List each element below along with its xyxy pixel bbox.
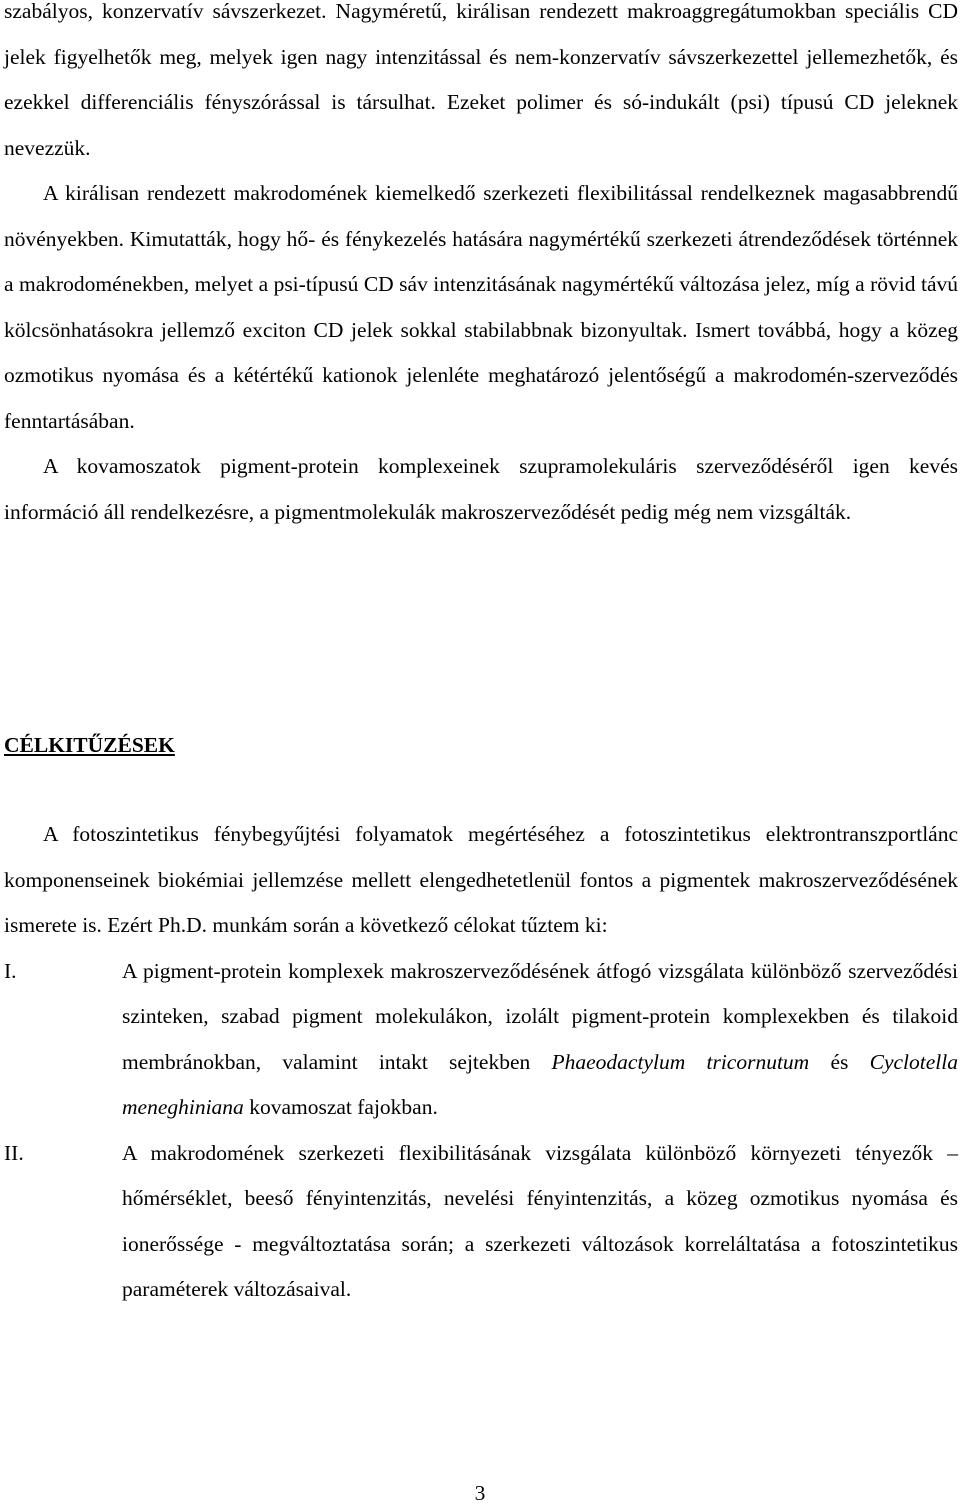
goal-text-part: és <box>809 1049 870 1074</box>
intro-paragraph-2: A királisan rendezett makrodomének kiemelkedő szerkezeti flexibilitással rendelkeznek magasabbrendű növényekben. Kimutatták, hogy hő- és fénykezelés hatására nagymértékű szerkezeti átrendeződések történnek a makrodoménekben, melyet a psi-típusú CD sáv intenzitásának nagymértékű változása jelez, míg a rövid távú kölcsönhatásokra jellemző exciton CD jelek sokkal stabilabbnak bizonyultak. Ismert továbbá, hogy a közeg ozmotikus nyomása és a kétértékű kationok jelenléte meghatározó jelentőségű a makrodomén-szerveződés fenntartásában. <box>4 181 958 433</box>
goal-number: I. <box>4 958 17 983</box>
page-number: 3 <box>474 1481 486 1505</box>
intro-paragraph-3: A kovamoszatok pigment-protein komplexeinek szupramolekuláris szerveződéséről igen kevés információ áll rendelkezésre, a pigmentmolekulák makroszerveződését pedig még nem vizsgálták. <box>4 454 958 524</box>
species-name: Cyclotella meneghiniana <box>122 1049 958 1119</box>
goal-text <box>122 949 958 1131</box>
section-heading: CÉLKITŰZÉSEK <box>4 733 175 757</box>
goal-text-part: kovamoszat fajokban. <box>243 1095 438 1119</box>
goal-item-2 <box>4 1131 958 1313</box>
goal-item-1 <box>4 949 958 1131</box>
species-name: Phaeodactylum tricornutum <box>551 1049 810 1074</box>
goal-text-part: A pigment-protein komplexek makroszerveződésének átfogó vizsgálata különböző szerveződési szinteken, szabad pigment molekulákon, izolált pigment-protein komplexekben és tilakoid membránokban, valamint intakt sejtekben <box>122 958 958 1074</box>
intro-paragraph-1: szabályos, konzervatív sávszerkezet. Nagyméretű, királisan rendezett makroaggregátumokban speciális CD jelek figyelhetők meg, melyek igen nagy intenzitással és nem-konzervatív sávszerkezettel jellemezhetők, és ezekkel differenciális fényszórással is társulhat. Ezeket polimer és só-indukált (psi) típusú CD jeleknek nevezzük. <box>4 0 958 160</box>
goal-text: A makrodomének szerkezeti flexibilitásának vizsgálata különböző környezeti tényezők – hőmérséklet, beeső fényintenzitás, nevelési fényintenzitás, a közeg ozmotikus nyomása és ionerőssége - megváltoztatása során; a szerkezeti változások korreláltatása a fotoszintetikus paraméterek változásaival. <box>122 1140 958 1301</box>
goal-number: II. <box>4 1140 24 1165</box>
goals-intro-paragraph: A fotoszintetikus fénybegyűjtési folyamatok megértéséhez a fotoszintetikus elektrontranszportlánc komponenseinek biokémiai jellemzése mellett elengedhetetlenül fontos a pigmentek makroszerveződésének ismerete is. Ezért Ph.D. munkám során a következő célokat tűztem ki: <box>4 822 958 937</box>
page-body <box>4 0 958 535</box>
goals-section <box>4 812 958 1313</box>
